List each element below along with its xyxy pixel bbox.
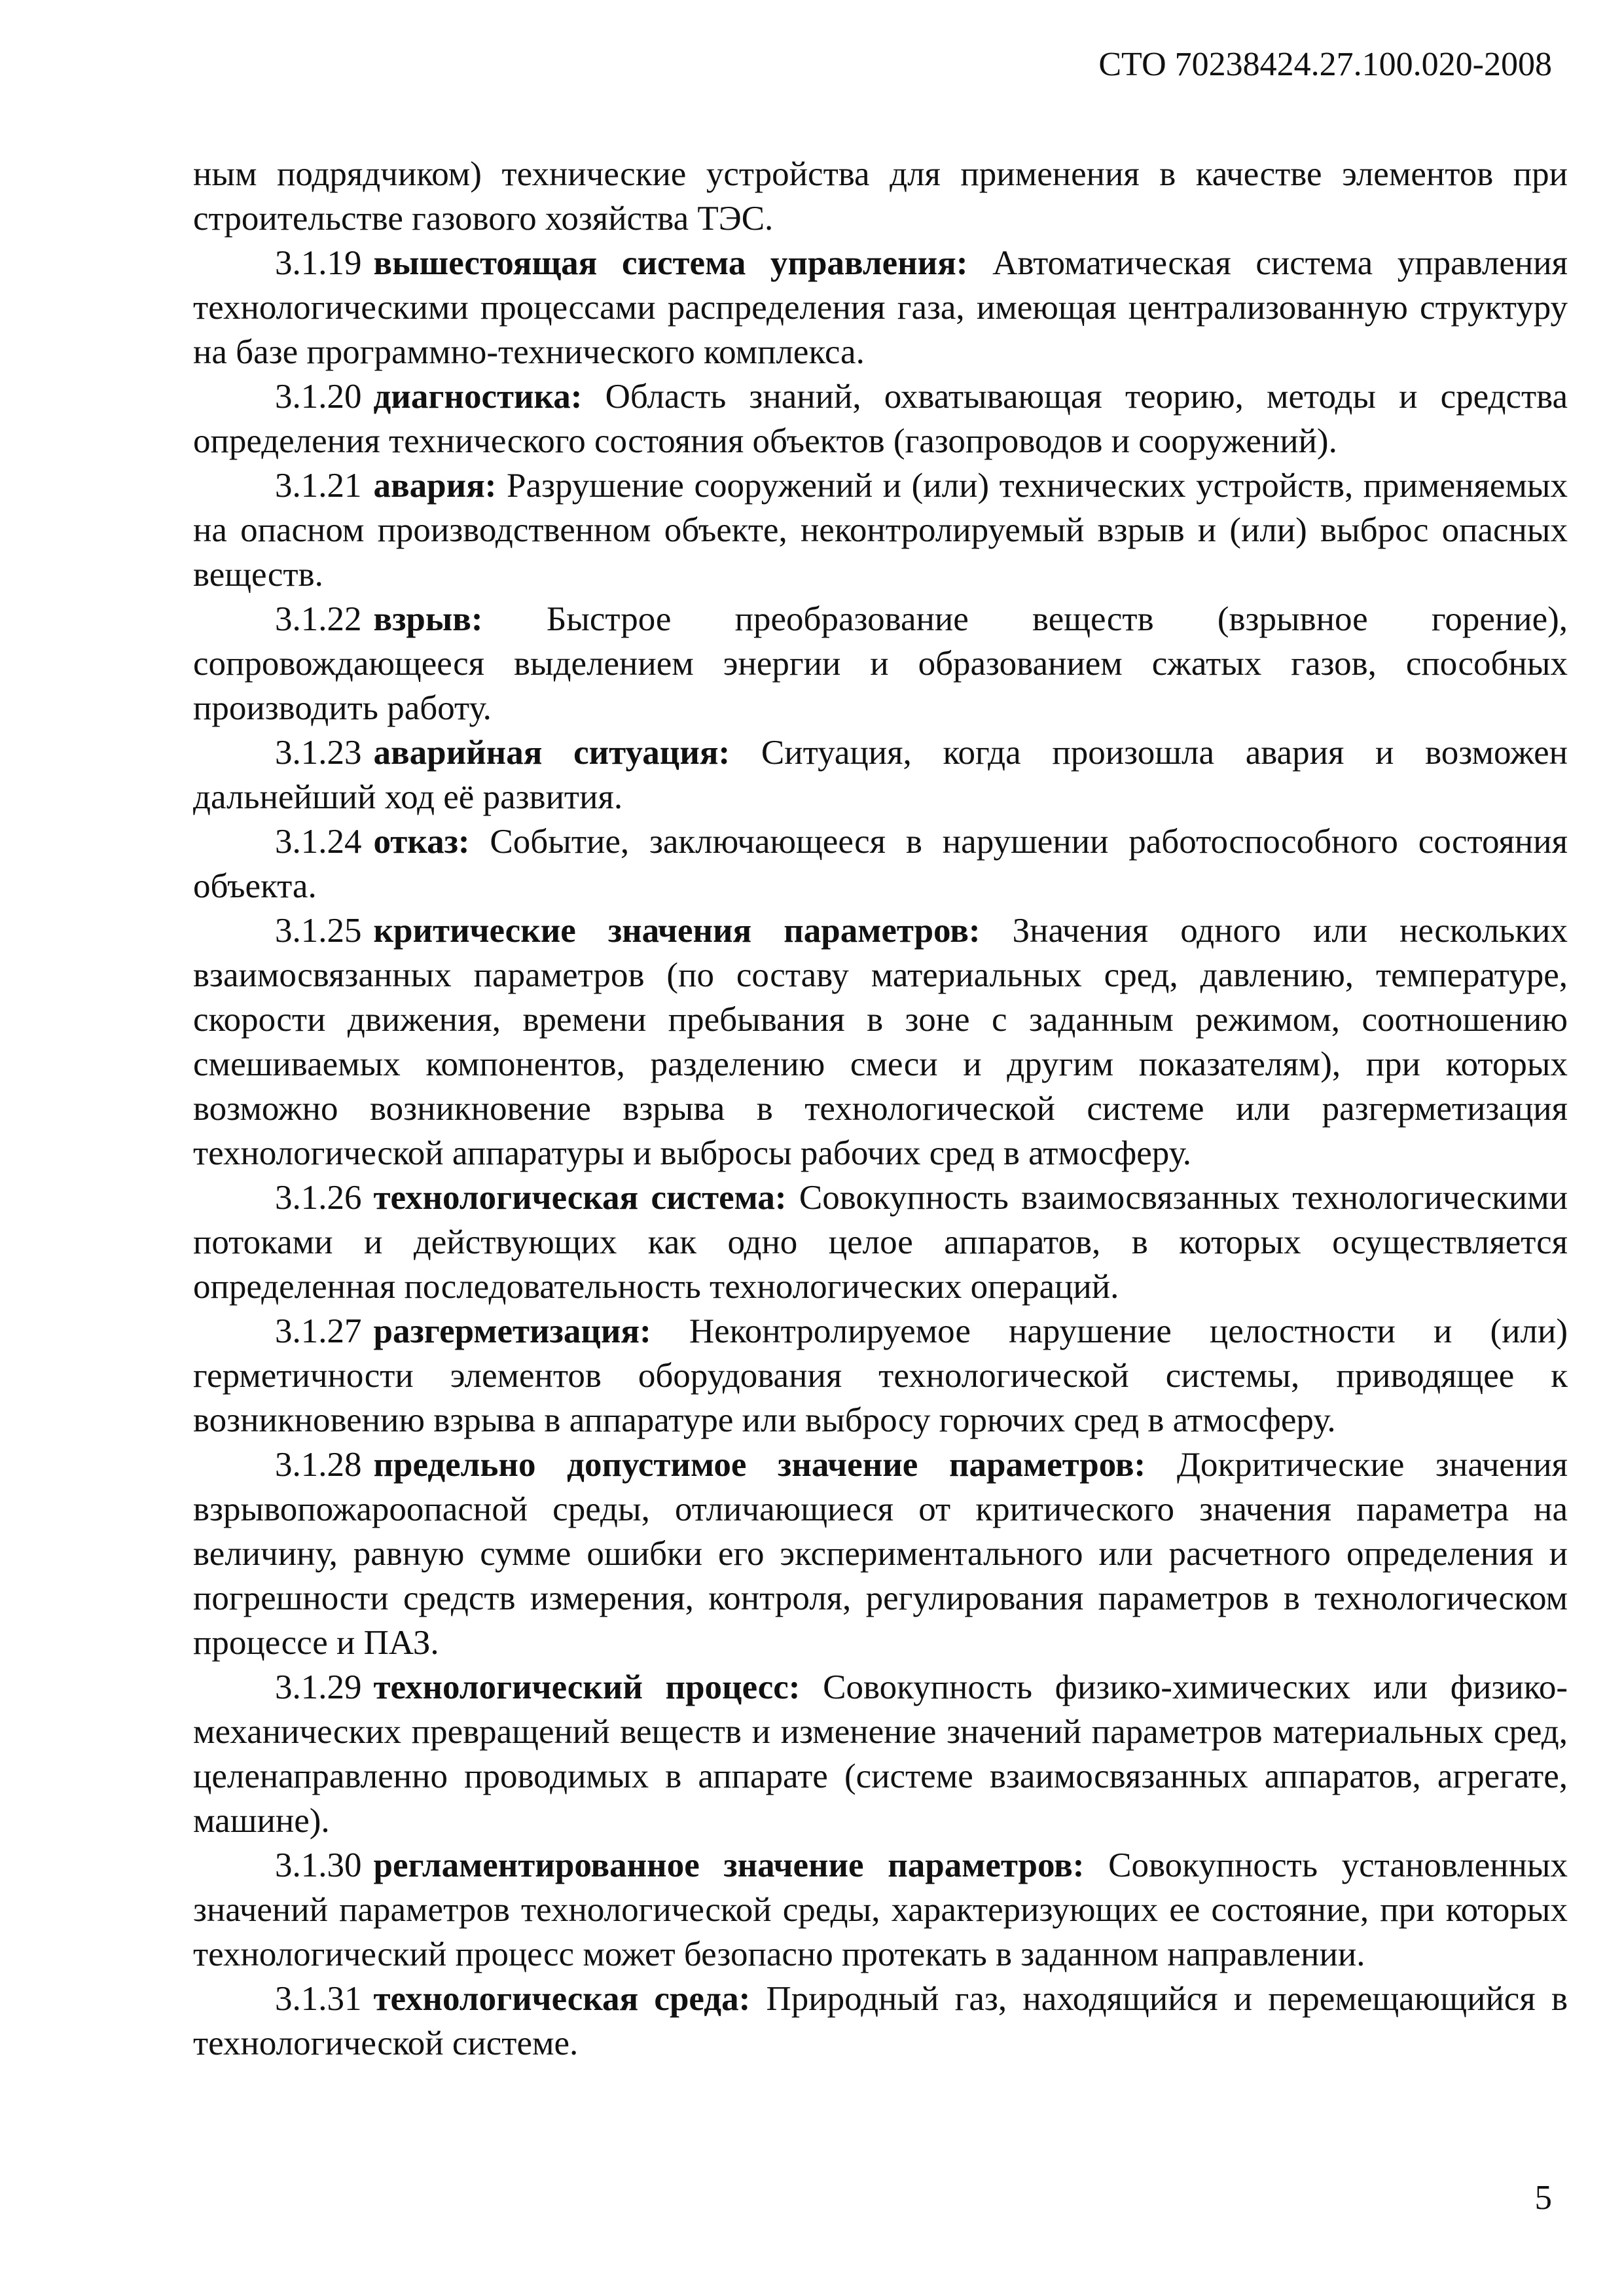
- definition-number: 3.1.28: [275, 1446, 362, 1484]
- definition-text: Неконтролируемое нарушение целостности и (или) герметичности элементов оборудования технологической системы, приводящее к возникновению взрыва в аппаратуре или выбросу горючих сред в атмосферу.: [193, 1312, 1568, 1439]
- definition-number: 3.1.24: [275, 823, 362, 861]
- definition-number: 3.1.19: [275, 244, 362, 282]
- definition-3-1-28: [193, 1443, 1568, 1665]
- definition-term: технологическая система:: [373, 1179, 787, 1217]
- intro-paragraph: ным подрядчиком) технические устройства для применения в качестве элементов при строительстве газового хозяйства ТЭС.: [193, 155, 1568, 238]
- definition-text: Событие, заключающееся в нарушении работоспособного состояния объекта.: [193, 823, 1568, 905]
- definition-term: отказ:: [373, 823, 470, 861]
- definition-number: 3.1.31: [275, 1980, 362, 2018]
- page-number: 5: [1534, 2179, 1552, 2217]
- definition-text: Совокупность установленных значений параметров технологической среды, характеризующих ее состояние, при которых технологический процесс может безопасно протекать в заданном направлении.: [193, 1846, 1568, 1973]
- definition-term: взрыв:: [373, 600, 483, 638]
- definition-term: аварийная ситуация:: [373, 734, 731, 772]
- standard-code-header: СТО 70238424.27.100.020-2008: [1098, 46, 1552, 83]
- definition-term: технологический процесс:: [373, 1668, 801, 1706]
- definition-text: Область знаний, охватывающая теорию, методы и средства определения технического состояния объектов (газопроводов и сооружений).: [193, 378, 1568, 460]
- definition-text: Ситуация, когда произошла авария и возможен дальнейший ход её развития.: [193, 734, 1568, 816]
- definition-text: Значения одного или нескольких взаимосвязанных параметров (по составу материальных сред, давлению, температуре, скорости движения, времени пребывания в зоне с заданным режимом, соотношению смешиваемых компонентов, разделению смеси и другим показателям), при которых возможно возникновение взрыва в технологической системе или разгерметизация технологической аппаратуры и выбросы рабочих сред в атмосферу.: [193, 912, 1568, 1172]
- definition-3-1-23: [193, 730, 1568, 819]
- definition-3-1-30: [193, 1843, 1568, 1977]
- definition-term: предельно допустимое значение параметров:: [373, 1446, 1146, 1484]
- definition-term: вышестоящая система управления:: [373, 244, 968, 282]
- definition-term: технологическая среда:: [373, 1980, 751, 2018]
- definition-term: критические значения параметров:: [373, 912, 981, 950]
- definition-3-1-21: [193, 463, 1568, 597]
- definition-3-1-29: [193, 1665, 1568, 1843]
- definition-term: авария:: [373, 467, 497, 505]
- definition-text: Докритические значения взрывопожароопасной среды, отличающиеся от критического значения параметра на величину, равную сумме ошибки его экспериментального или расчетного определения и погрешности средств измерения, контроля, регулирования параметров в технологическом процессе и ПАЗ.: [193, 1446, 1568, 1662]
- definition-number: 3.1.25: [275, 912, 362, 950]
- definition-term: разгерметизация:: [373, 1312, 651, 1350]
- definition-number: 3.1.23: [275, 734, 362, 772]
- definition-text: Совокупность взаимосвязанных технологическими потоками и действующих как одно целое аппаратов, в которых осуществляется определенная последовательность технологических операций.: [193, 1179, 1568, 1306]
- definition-number: 3.1.27: [275, 1312, 362, 1350]
- definition-3-1-20: [193, 374, 1568, 463]
- definition-term: диагностика:: [373, 378, 583, 416]
- definition-3-1-19: [193, 241, 1568, 374]
- definition-text: Совокупность физико-химических или физико-механических превращений веществ и изменение значений параметров материальных сред, целенаправленно проводимых в аппарате (системе взаимосвязанных аппаратов, агрегате, машине).: [193, 1668, 1568, 1840]
- definition-number: 3.1.22: [275, 600, 362, 638]
- definition-3-1-25: [193, 908, 1568, 1175]
- definition-number: 3.1.26: [275, 1179, 362, 1217]
- definition-3-1-22: [193, 597, 1568, 730]
- definition-3-1-27: [193, 1309, 1568, 1443]
- definition-text: Автоматическая система управления технологическими процессами распределения газа, имеющая централизованную структуру на базе программно-технического комплекса.: [193, 244, 1568, 371]
- definition-number: 3.1.29: [275, 1668, 362, 1706]
- definition-term: регламентированное значение параметров:: [373, 1846, 1085, 1884]
- definition-3-1-26: [193, 1175, 1568, 1309]
- definitions-body: [193, 152, 1568, 2066]
- definition-number: 3.1.20: [275, 378, 362, 416]
- definition-3-1-24: [193, 819, 1568, 908]
- definition-text: Быстрое преобразование веществ (взрывное горение), сопровождающееся выделением энергии и образованием сжатых газов, способных производить работу.: [193, 600, 1568, 727]
- definition-3-1-31: [193, 1977, 1568, 2066]
- definition-number: 3.1.30: [275, 1846, 362, 1884]
- definition-text: Природный газ, находящийся и перемещающийся в технологической системе.: [193, 1980, 1568, 2062]
- definition-text: Разрушение сооружений и (или) технических устройств, применяемых на опасном производственном объекте, неконтролируемый взрыв и (или) выброс опасных веществ.: [193, 467, 1568, 594]
- definition-number: 3.1.21: [275, 467, 362, 505]
